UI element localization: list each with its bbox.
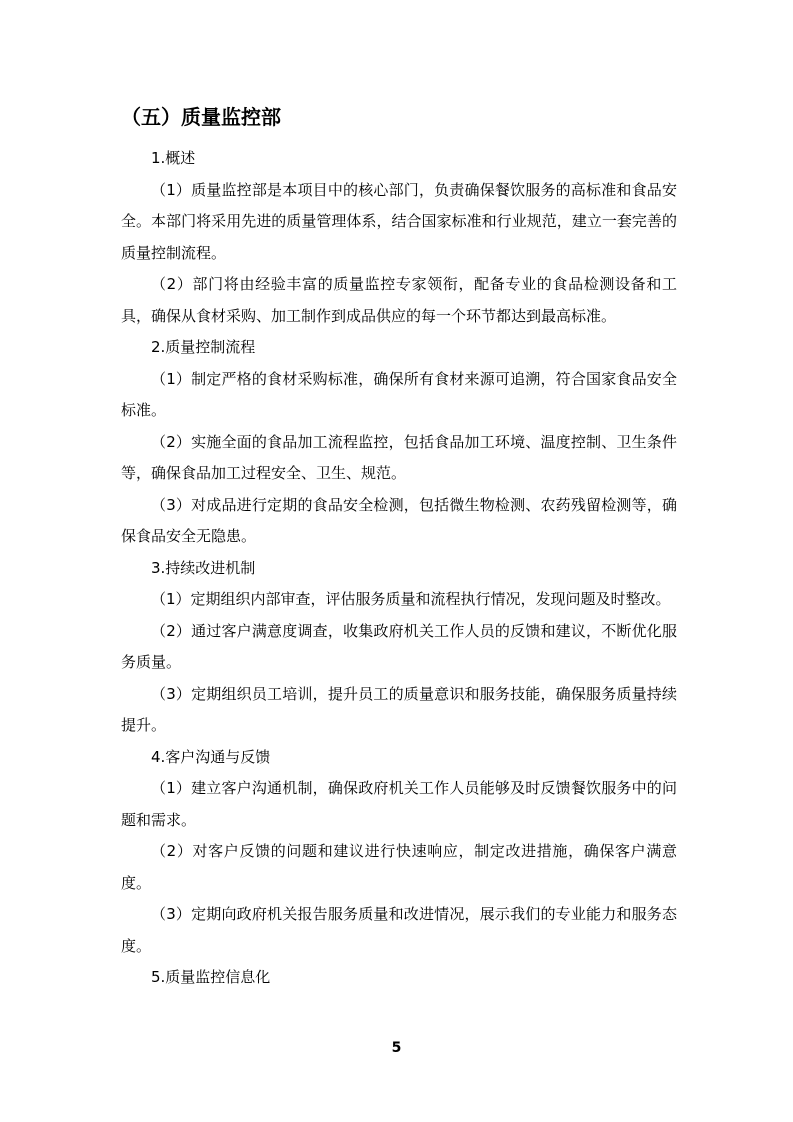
paragraph: （3）定期向政府机关报告服务质量和改进情况，展示我们的专业能力和服务态度。 [121,905,677,955]
subsection-heading: 1.概述 [151,149,196,167]
paragraph: （1）制定严格的食材采购标准，确保所有食材来源可追溯，符合国家食品安全标准。 [121,369,677,419]
paragraph: （1）建立客户沟通机制，确保政府机关工作人员能够及时反馈餐饮服务中的问题和需求。 [121,779,677,829]
paragraph: （2）实施全面的食品加工流程监控，包括食品加工环境、温度控制、卫生条件等，确保食品加工过程安全、卫生、规范。 [121,432,677,482]
paragraph: （1）质量监控部是本项目中的核心部门，负责确保餐饮服务的高标准和食品安全。本部门将采用先进的质量管理体系，结合国家标准和行业规范，建立一套完善的质量控制流程。 [121,180,677,262]
paragraph: （2）对客户反馈的问题和建议进行快速响应，制定改进措施，确保客户满意度。 [121,842,677,892]
paragraph: （3）定期组织员工培训，提升员工的质量意识和服务技能，确保服务质量持续提升。 [121,684,677,734]
section-title: （五）质量监控部 [121,105,281,129]
paragraph: （3）对成品进行定期的食品安全检测，包括微生物检测、农药残留检测等，确保食品安全无隐患。 [121,495,677,545]
subsection-heading: 3.持续改进机制 [151,558,256,577]
paragraph: （2）部门将由经验丰富的质量监控专家领衔，配备专业的食品检测设备和工具，确保从食材采购、加工制作到成品供应的每一个环节都达到最高标准。 [121,275,677,325]
document-body [121,143,677,994]
subsection-heading: 4.客户沟通与反馈 [151,747,271,766]
paragraph: （1）定期组织内部审查，评估服务质量和流程执行情况，发现问题及时整改。 [151,590,671,608]
paragraph: （2）通过客户满意度调查，收集政府机关工作人员的反馈和建议，不断优化服务质量。 [121,621,677,671]
page-number: 5 [391,1040,402,1056]
subsection-heading: 5.质量监控信息化 [151,968,271,986]
subsection-heading: 2.质量控制流程 [151,338,256,356]
